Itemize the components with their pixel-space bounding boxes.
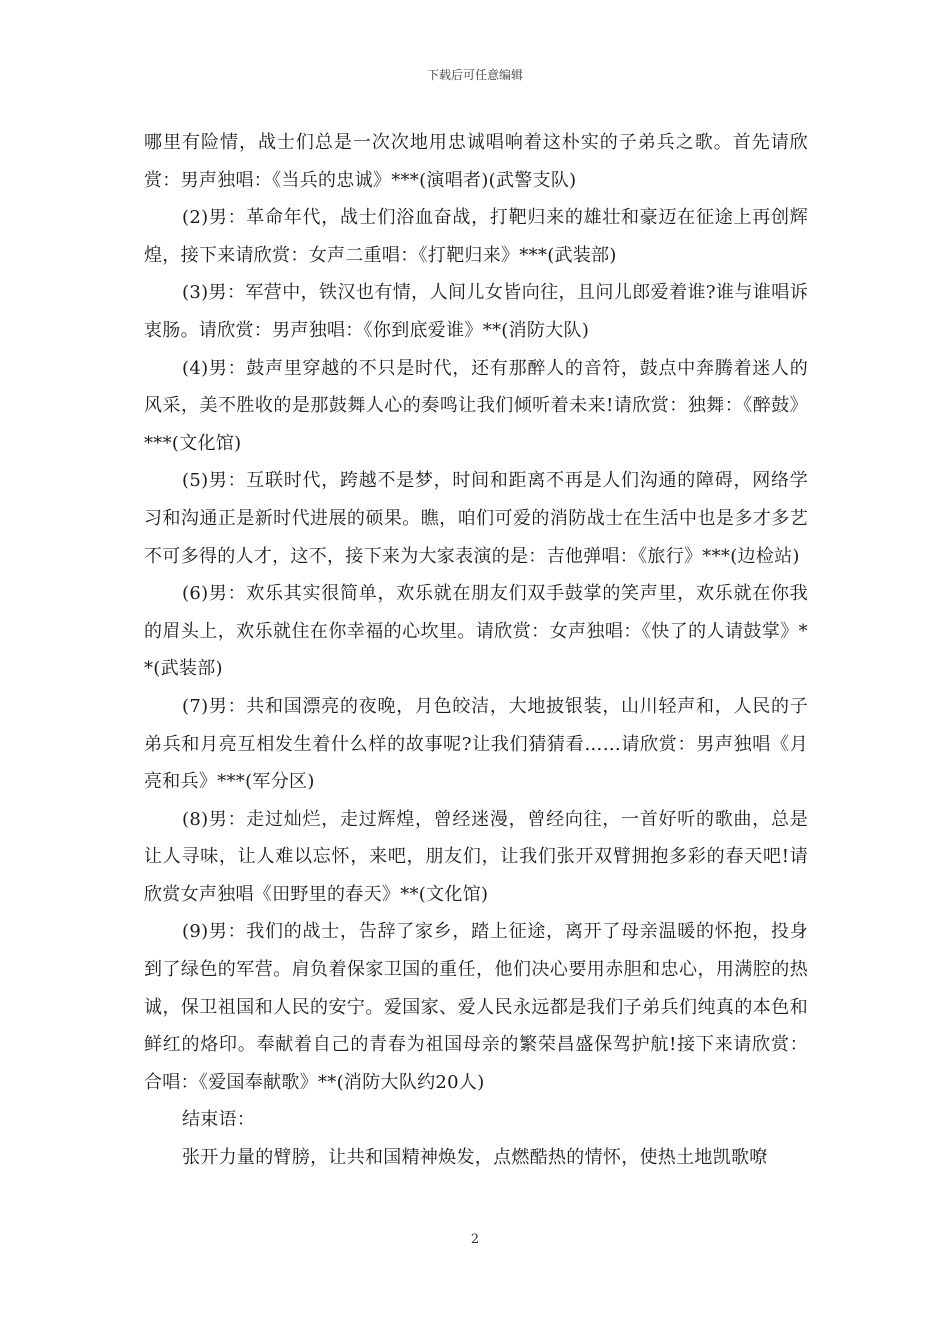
closing-heading: 结束语： [182, 1109, 256, 1131]
page-header: 下载后可任意编辑 [426, 68, 523, 82]
paragraph-item-6: (6)男：欢乐其实很简单，欢乐就在朋友们双手鼓掌的笑声里，欢乐就在你我的眉头上，欢乐就住在你幸福的心坎里。请欣赏：女声独唱：《快了的人请鼓掌》**(武装部) [144, 583, 808, 680]
paragraph-item-7: (7)男：共和国漂亮的夜晚，月色皎洁，大地披银装，山川轻声和，人民的子弟兵和月亮互相发生着什么样的故事呢?让我们猜猜看……请欣赏：男声独唱《月亮和兵》***(军分区) [144, 695, 808, 793]
paragraph-item-2: (2)男：革命年代，战士们浴血奋战，打靶归来的雄壮和豪迈在征途上再创辉煌，接下来请欣赏：女声二重唱：《打靶归来》***(武装部) [144, 207, 808, 266]
closing-paragraph: 张开力量的臂膀，让共和国精神焕发，点燃酷热的情怀，使热土地凯歌嘹 [182, 1147, 768, 1169]
document-body [144, 124, 808, 1177]
paragraph-item-4: (4)男：鼓声里穿越的不只是时代，还有那醉人的音符，鼓点中奔腾着迷人的风采，美不胜收的是那鼓舞人心的奏鸣让我们倾听着未来!请欣赏：独舞：《醉鼓》***(文化馆) [144, 357, 808, 454]
paragraph-item-3: (3)男：军营中，铁汉也有情，人间儿女皆向往，且问儿郎爱着谁?谁与谁唱诉衷肠。请欣赏：男声独唱：《你到底爱谁》**(消防大队) [144, 282, 808, 341]
paragraph-item-8: (8)男：走过灿烂，走过辉煌，曾经迷漫，曾经向往，一首好听的歌曲，总是让人寻味，让人难以忘怀，来吧，朋友们，让我们张开双臂拥抱多彩的春天吧!请欣赏女声独唱《田野里的春天》**(文化馆) [144, 808, 808, 905]
page-number: 2 [470, 1232, 480, 1247]
paragraph-intro: 哪里有险情，战士们总是一次次地用忠诚唱响着这朴实的子弟兵之歌。首先请欣赏：男声独唱：《当兵的忠诚》***(演唱者)(武警支队) [144, 132, 808, 191]
paragraph-item-9: (9)男：我们的战士，告辞了家乡，踏上征途，离开了母亲温暖的怀抱，投身到了绿色的军营。肩负着保家卫国的重任，他们决心要用赤胆和忠心，用满腔的热诚，保卫祖国和人民的安宁。爱国家、爱人民永远都是我们子弟兵们纯真的本色和鲜红的烙印。奉献着自己的青春为祖国母亲的繁荣昌盛保驾护航!接下来请欣赏：合唱：《爱国奉献歌》**(消防大队约20人) [144, 921, 808, 1093]
paragraph-item-5: (5)男：互联时代，跨越不是梦，时间和距离不再是人们沟通的障碍，网络学习和沟通正是新时代进展的硕果。瞧，咱们可爱的消防战士在生活中也是多才多艺不可多得的人才，这不，接下来为大家表演的是：吉他弹唱：《旅行》***(边检站) [144, 470, 808, 567]
